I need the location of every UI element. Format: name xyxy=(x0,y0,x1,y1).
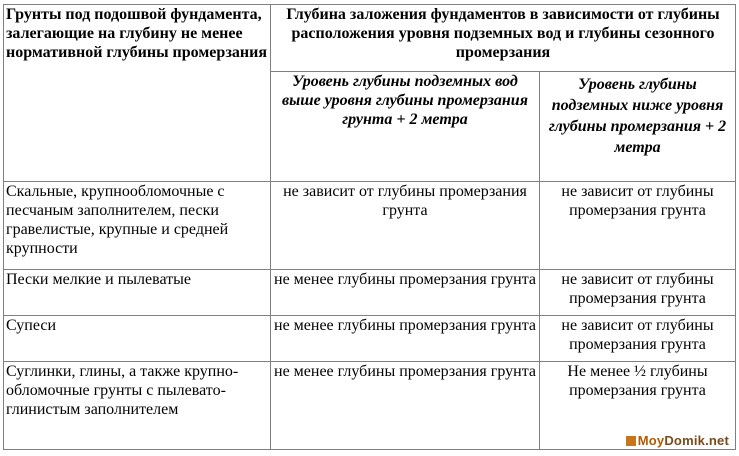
watermark-prefix: Moy xyxy=(637,433,665,448)
depth-above-cell: не зависит от глубины промерзания грунта xyxy=(271,182,540,270)
header-depth-group: Глубина заложения фундаментов в зависимости от глубины расположения уровня подземных вод и глубины сезонного промерзания xyxy=(271,5,736,72)
header-water-above: Уровень глубины подземных вод выше уровня глубины промерзания грунта + 2 метра xyxy=(271,72,540,182)
table-row xyxy=(4,182,736,270)
site-watermark xyxy=(626,433,729,448)
header-row-top xyxy=(4,5,736,72)
depth-below-cell: не зависит от глубины промерзания грунта xyxy=(540,316,736,362)
watermark-suffix: Domik.net xyxy=(664,433,729,448)
house-logo-icon xyxy=(626,436,636,446)
depth-below-cell: не зависит от глубины промерзания грунта xyxy=(540,182,736,270)
soil-cell: Пески мелкие и пылеватые xyxy=(4,270,271,316)
depth-above-cell: не менее глубины промерзания грунта xyxy=(271,316,540,362)
depth-above-cell: не менее глубины промерзания грунта xyxy=(271,270,540,316)
foundation-depth-table xyxy=(3,4,736,450)
table-row xyxy=(4,316,736,362)
depth-below-cell: не зависит от глубины промерзания грунта xyxy=(540,270,736,316)
soil-cell: Скальные, крупнообломочные с песчаным заполнителем, пески гравелистые, крупные и средней крупности xyxy=(4,182,271,270)
soil-cell: Супеси xyxy=(4,316,271,362)
depth-above-cell: не менее глубины промерзания грунта xyxy=(271,362,540,450)
table-row xyxy=(4,270,736,316)
soil-cell: Суглинки, глины, а также крупно-обломочные грунты с пылевато-глинистым заполнителем xyxy=(4,362,271,450)
depth-below-cell: Не менее ½ глубины промерзания грунта xyxy=(540,362,736,450)
header-soil-column: Грунты под подошвой фундамента, залегающие на глубину не менее нормативной глубины промерзания xyxy=(4,5,271,182)
header-water-below: Уровень глубины подземных ниже уровня глубины промерзания + 2 метра xyxy=(540,72,736,182)
